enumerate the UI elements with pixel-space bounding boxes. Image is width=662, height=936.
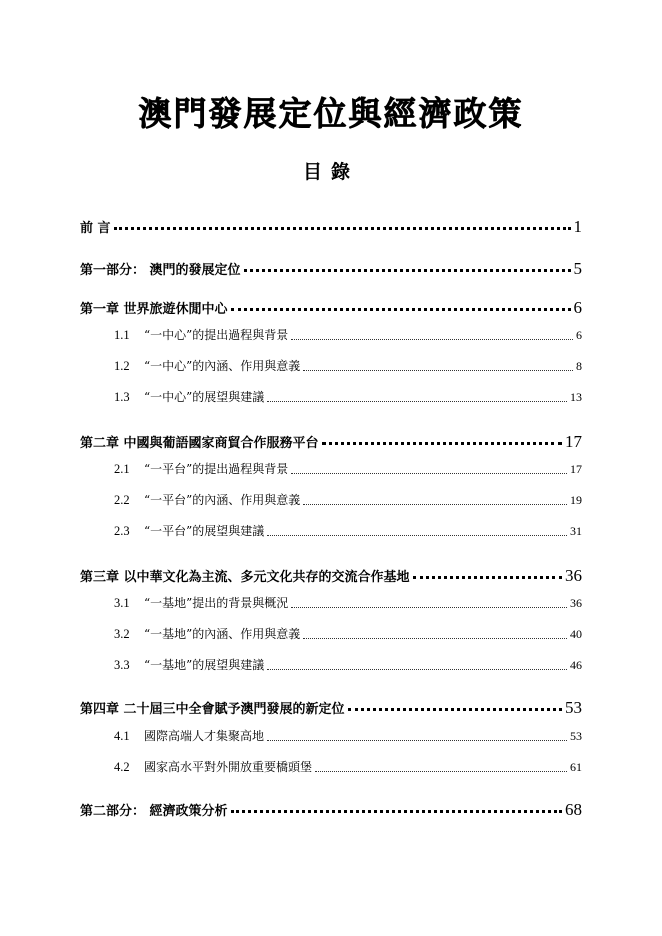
- dot-leader: [267, 740, 567, 741]
- toc-page-number: 5: [573, 259, 582, 278]
- toc-page-number: 53: [570, 729, 582, 743]
- dot-leader: [291, 607, 567, 608]
- dot-leader: [413, 576, 562, 579]
- section-number: 1.3: [114, 390, 130, 404]
- toc-entry-preface[interactable]: [80, 217, 582, 237]
- section-number: 4.1: [114, 729, 130, 743]
- toc-page-number: 40: [570, 627, 582, 641]
- toc-entry-section[interactable]: [114, 594, 582, 611]
- dot-leader: [231, 308, 571, 311]
- dot-leader: [303, 638, 567, 639]
- toc-page-number: 68: [565, 800, 582, 819]
- toc-entry-label: 前 言: [80, 221, 111, 236]
- dot-leader: [267, 401, 567, 402]
- toc-entry-label: “一中心”的展望與建議: [144, 390, 265, 404]
- section-number: 3.1: [114, 596, 130, 610]
- toc-page-number: 19: [570, 493, 582, 507]
- toc-entry-chapter-3[interactable]: [80, 566, 582, 586]
- toc-entry-label: “一平台”的提出過程與背景: [144, 462, 289, 476]
- toc-entry-chapter-4[interactable]: [80, 698, 582, 718]
- toc-page-number: 1: [573, 217, 582, 236]
- toc-entry-label: 國家高水平對外開放重要橋頭堡: [144, 760, 313, 774]
- toc-entry-section[interactable]: [114, 758, 582, 775]
- toc-entry-section[interactable]: [114, 460, 582, 477]
- section-number: 2.1: [114, 462, 130, 476]
- toc-entry-label: “一中心”的內涵、作用與意義: [144, 359, 301, 373]
- toc-entry-part-1[interactable]: [80, 259, 582, 279]
- dot-leader: [267, 669, 567, 670]
- toc-page-number: 6: [573, 298, 582, 317]
- toc-entry-section[interactable]: [114, 727, 582, 744]
- toc-entry-chapter-2[interactable]: [80, 432, 582, 452]
- toc-page-number: 36: [565, 566, 582, 585]
- toc-entry-section[interactable]: [114, 491, 582, 508]
- toc-page-number: 13: [570, 390, 582, 404]
- toc-entry-section[interactable]: [114, 326, 582, 343]
- dot-leader: [315, 771, 567, 772]
- toc-entry-label: 第二章 中國與葡語國家商貿合作服務平台: [80, 436, 319, 451]
- dot-leader: [231, 810, 562, 813]
- toc-page-number: 8: [576, 359, 582, 373]
- toc-entry-label: “一平台”的內涵、作用與意義: [144, 493, 301, 507]
- toc-entry-label: “一基地”的展望與建議: [144, 658, 265, 672]
- toc-heading: 目錄: [302, 161, 359, 183]
- toc-entry-part-2[interactable]: [80, 800, 582, 820]
- dot-leader: [322, 442, 562, 445]
- section-number: 1.1: [114, 328, 130, 342]
- toc-entry-label: 第三章 以中華文化為主流、多元文化共存的交流合作基地: [80, 570, 410, 585]
- toc-page-number: 17: [570, 462, 582, 476]
- toc-entry-label: “一平台”的展望與建議: [144, 524, 265, 538]
- toc-entry-label: “一中心”的提出過程與背景: [144, 328, 289, 342]
- dot-leader: [348, 708, 562, 711]
- toc-entry-section[interactable]: [114, 388, 582, 405]
- dot-leader: [303, 504, 567, 505]
- toc-entry-label: “一基地”的內涵、作用與意義: [144, 627, 301, 641]
- toc-entry-label: 第一部分： 澳門的發展定位: [80, 263, 241, 278]
- toc-entry-section[interactable]: [114, 625, 582, 642]
- toc-page-number: 46: [570, 658, 582, 672]
- dot-leader: [244, 269, 571, 272]
- section-number: 3.3: [114, 658, 130, 672]
- toc-entry-section[interactable]: [114, 656, 582, 673]
- toc-entry-section[interactable]: [114, 522, 582, 539]
- toc-page-number: 31: [570, 524, 582, 538]
- section-number: 2.3: [114, 524, 130, 538]
- toc-page-number: 53: [565, 698, 582, 717]
- toc-page-number: 17: [565, 432, 582, 451]
- section-number: 4.2: [114, 760, 130, 774]
- toc-entry-label: 第二部分： 經濟政策分析: [80, 804, 228, 819]
- toc-entry-label: 第四章 二十屆三中全會賦予澳門發展的新定位: [80, 702, 345, 717]
- toc-entry-section[interactable]: [114, 357, 582, 374]
- toc-page-number: 61: [570, 760, 582, 774]
- dot-leader: [114, 227, 571, 230]
- toc-entry-chapter-1[interactable]: [80, 298, 582, 318]
- dot-leader: [291, 339, 573, 340]
- toc-entry-label: “一基地”提出的背景與概況: [144, 596, 289, 610]
- toc-entry-label: 國際高端人才集聚高地: [144, 729, 265, 743]
- section-number: 3.2: [114, 627, 130, 641]
- dot-leader: [267, 535, 567, 536]
- section-number: 1.2: [114, 359, 130, 373]
- toc-page-number: 6: [576, 328, 582, 342]
- dot-leader: [291, 473, 567, 474]
- dot-leader: [303, 370, 573, 371]
- section-number: 2.2: [114, 493, 130, 507]
- toc-entry-label: 第一章 世界旅遊休閒中心: [80, 302, 228, 317]
- document-title: 澳門發展定位與經濟政策: [138, 94, 524, 133]
- toc-page-number: 36: [570, 596, 582, 610]
